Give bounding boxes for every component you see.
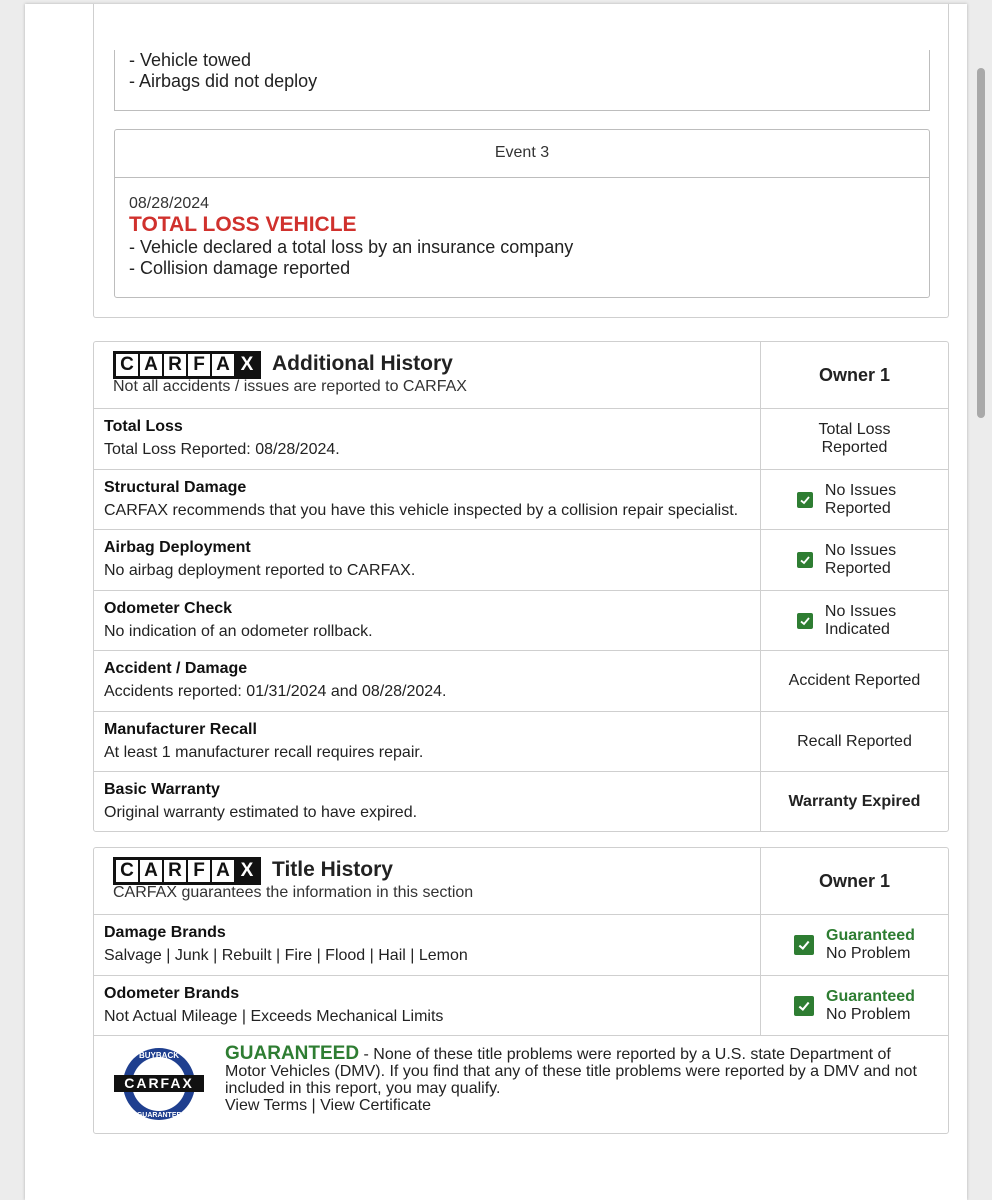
guarantee-description: - None of these title problems were reported by a U.S. state Department of Motor Vehicles (DMV). If you find that any of these title problems were reported by a DMV and not included in this report, you may qualify. — [225, 1046, 917, 1097]
event-line: - Vehicle declared a total loss by an insurance company — [129, 237, 574, 257]
event-date: 08/28/2024 — [129, 195, 210, 212]
table-row — [94, 470, 948, 530]
checkmark-icon — [794, 996, 814, 1016]
row-title: Accident / Damage — [104, 660, 248, 677]
accident-events-section — [93, 4, 949, 318]
event-3-header: Event 3 — [115, 130, 929, 178]
row-description: At least 1 manufacturer recall requires repair. — [104, 744, 424, 761]
buyback-guarantee-seal-icon — [112, 1044, 206, 1124]
row-title: Total Loss — [104, 418, 183, 435]
svg-text:GUARANTEE: GUARANTEE — [136, 1112, 182, 1119]
view-terms-link[interactable]: View Terms — [225, 1097, 308, 1114]
row-description: Original warranty estimated to have expired. — [104, 804, 418, 821]
row-description: CARFAX recommends that you have this vehicle inspected by a collision repair specialist. — [104, 502, 739, 519]
row-description: Not Actual Mileage | Exceeds Mechanical Limits — [104, 1008, 444, 1025]
table-row — [94, 772, 948, 831]
section-subtitle: CARFAX guarantees the information in this section — [113, 884, 474, 901]
checkmark-icon — [797, 552, 813, 568]
event-line: - Vehicle towed — [129, 50, 252, 70]
section-title: Additional History — [272, 352, 453, 375]
row-status: No Issues Reported — [761, 530, 948, 590]
row-description: Accidents reported: 01/31/2024 and 08/28/2024. — [104, 683, 447, 700]
report-page — [25, 4, 967, 1200]
row-status: No Issues Indicated — [761, 591, 948, 650]
table-row — [94, 530, 948, 591]
row-description: Salvage | Junk | Rebuilt | Fire | Flood | Hail | Lemon — [104, 947, 468, 964]
table-row — [94, 591, 948, 651]
row-title: Airbag Deployment — [104, 539, 251, 556]
title-history-table — [93, 847, 949, 1134]
event-2-box — [114, 50, 930, 111]
row-status: Guaranteed No Problem — [761, 976, 948, 1035]
total-loss-alert: TOTAL LOSS VEHICLE — [129, 213, 357, 236]
carfax-logo: C A R F A X — [113, 351, 261, 379]
owner-column-header: Owner 1 — [818, 871, 891, 891]
additional-history-table — [93, 341, 949, 832]
row-title: Damage Brands — [104, 924, 226, 941]
guarantee-row — [94, 1036, 948, 1133]
row-status: Guaranteed No Problem — [761, 915, 948, 975]
event-line: - Collision damage reported — [129, 258, 351, 278]
row-description: No airbag deployment reported to CARFAX. — [104, 562, 416, 579]
row-status: Total Loss Reported — [818, 421, 891, 456]
guarantee-text: GUARANTEED - None of these title problems were reported by a U.S. state Department of Motor Vehicles (DMV). If you find that any of these title problems were reported by a DMV and not included in this report, you may qualify. View Terms | View Certificate — [225, 1043, 917, 1114]
table-row — [94, 712, 948, 772]
row-title: Odometer Check — [104, 600, 233, 617]
checkmark-icon — [794, 935, 814, 955]
table-header — [94, 848, 948, 915]
row-status: No Issues Reported — [761, 470, 948, 529]
section-title: Title History — [272, 858, 393, 881]
row-title: Basic Warranty — [104, 781, 220, 798]
checkmark-icon — [797, 613, 813, 629]
row-title: Manufacturer Recall — [104, 721, 257, 738]
row-title: Structural Damage — [104, 479, 247, 496]
row-title: Odometer Brands — [104, 985, 240, 1002]
table-row — [94, 976, 948, 1036]
row-status: Accident Reported — [788, 672, 921, 689]
checkmark-icon — [797, 492, 813, 508]
carfax-logo: C A R F A X — [113, 857, 261, 885]
owner-column-header: Owner 1 — [818, 365, 891, 385]
event-3-box — [114, 129, 930, 298]
scrollbar[interactable] — [977, 68, 985, 418]
row-status: Warranty Expired — [788, 792, 921, 810]
guarantee-heading: GUARANTEED — [225, 1043, 360, 1064]
table-header — [94, 342, 948, 409]
row-description: Total Loss Reported: 08/28/2024. — [104, 441, 340, 458]
svg-text:BUYBACK: BUYBACK — [139, 1051, 179, 1060]
row-status: Recall Reported — [797, 732, 912, 750]
svg-text:CARFAX: CARFAX — [124, 1075, 194, 1091]
table-row — [94, 651, 948, 712]
row-description: No indication of an odometer rollback. — [104, 623, 373, 640]
view-certificate-link[interactable]: View Certificate — [320, 1097, 432, 1114]
event-line: - Airbags did not deploy — [129, 71, 318, 91]
table-row — [94, 409, 948, 470]
section-subtitle: Not all accidents / issues are reported to CARFAX — [113, 378, 467, 395]
table-row — [94, 915, 948, 976]
